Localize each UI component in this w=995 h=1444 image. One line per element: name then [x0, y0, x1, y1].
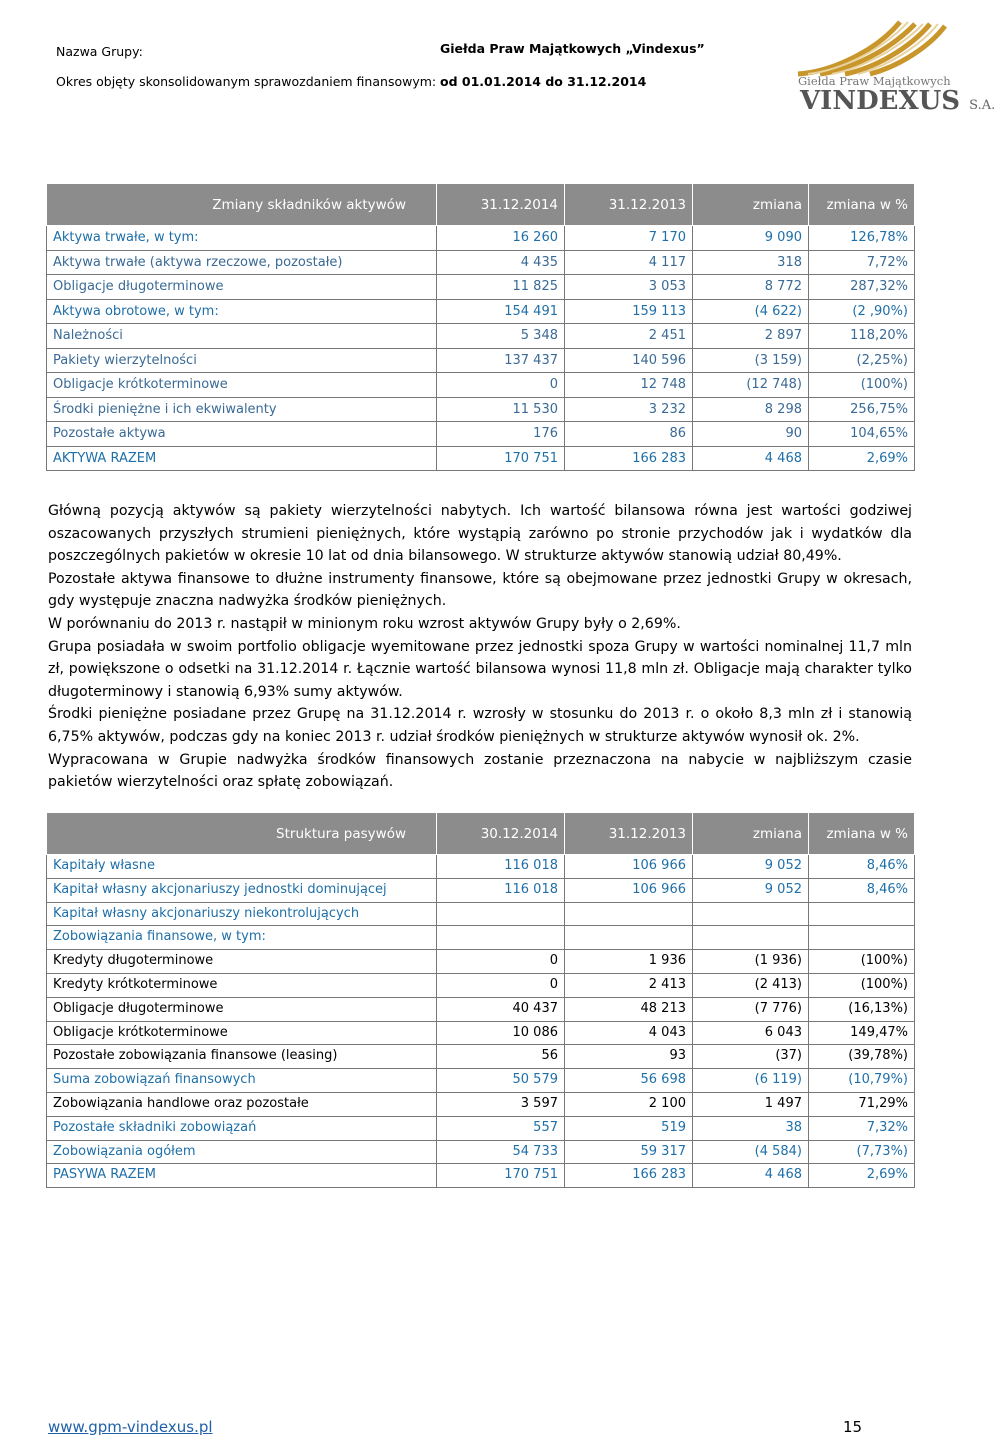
- cell-value: (37): [693, 1045, 809, 1069]
- cell-value: 4 117: [565, 250, 693, 275]
- cell-value: 11 825: [437, 275, 565, 300]
- row-label: Suma zobowiązań finansowych: [47, 1069, 437, 1093]
- row-label: PASYWA RAZEM: [47, 1164, 437, 1188]
- cell-value: (16,13%): [809, 997, 915, 1021]
- column-header: 31.12.2013: [565, 813, 693, 855]
- table-row: [47, 878, 915, 902]
- cell-value: [565, 926, 693, 950]
- cell-value: (4 584): [693, 1140, 809, 1164]
- logo-tagline: Giełda Praw Majątkowych: [798, 74, 951, 88]
- table-row: [47, 1140, 915, 1164]
- cell-value: (6 119): [693, 1069, 809, 1093]
- cell-value: 318: [693, 250, 809, 275]
- table-row: [47, 1045, 915, 1069]
- cell-value: 48 213: [565, 997, 693, 1021]
- cell-value: 7,72%: [809, 250, 915, 275]
- cell-value: 137 437: [437, 348, 565, 373]
- cell-value: 519: [565, 1116, 693, 1140]
- cell-value: 118,20%: [809, 324, 915, 349]
- cell-value: (100%): [809, 950, 915, 974]
- paragraph: Główną pozycją aktywów są pakiety wierzytelności nabytych. Ich wartość bilansowa równa jest wartości godziwej oszacowanych przyszłych strumieni pieniężnych, które wystąpią zarówno po stronie przychodów jak i wydatków dla poszczególnych pakietów w okresie 10 lat od dnia bilansowego. W strukturze aktywów stanowią udział 80,49%.: [48, 503, 912, 565]
- cell-value: 140 596: [565, 348, 693, 373]
- cell-value: 4 468: [693, 446, 809, 471]
- cell-value: [693, 926, 809, 950]
- table-row: [47, 299, 915, 324]
- row-label: AKTYWA RAZEM: [47, 446, 437, 471]
- cell-value: 8 772: [693, 275, 809, 300]
- table-row: [47, 950, 915, 974]
- cell-value: 16 260: [437, 226, 565, 251]
- row-label: Obligacje krótkoterminowe: [47, 373, 437, 398]
- cell-value: 3 232: [565, 397, 693, 422]
- paragraph: Wypracowana w Grupie nadwyżka środków finansowych zostanie przeznaczona na nabycie w najbliższym czasie pakietów wierzytelności oraz spłatę zobowiązań.: [48, 751, 912, 791]
- cell-value: 166 283: [565, 446, 693, 471]
- cell-value: 3 053: [565, 275, 693, 300]
- row-label: Pozostałe składniki zobowiązań: [47, 1116, 437, 1140]
- cell-value: 557: [437, 1116, 565, 1140]
- cell-value: (100%): [809, 373, 915, 398]
- cell-value: 38: [693, 1116, 809, 1140]
- cell-value: 6 043: [693, 1021, 809, 1045]
- column-header: zmiana w %: [809, 184, 915, 226]
- row-label: Zobowiązania finansowe, w tym:: [47, 926, 437, 950]
- row-label: Obligacje długoterminowe: [47, 997, 437, 1021]
- cell-value: (100%): [809, 973, 915, 997]
- paragraph: Środki pieniężne posiadane przez Grupę na 31.12.2014 r. wzrosły w stosunku do 2013 r. o około 8,3 mln zł i stanowią 6,75% aktywów, podczas gdy na koniec 2013 r. udział środków pieniężnych w strukturze aktywów wynosił ok. 2%.: [48, 706, 912, 745]
- cell-value: 8,46%: [809, 855, 915, 879]
- row-label: Pakiety wierzytelności: [47, 348, 437, 373]
- cell-value: 170 751: [437, 1164, 565, 1188]
- table-row: [47, 1021, 915, 1045]
- group-name: Giełda Praw Majątkowych „Vindexus”: [440, 41, 705, 56]
- column-header: zmiana: [693, 813, 809, 855]
- cell-value: [437, 926, 565, 950]
- cell-value: 159 113: [565, 299, 693, 324]
- cell-value: 2,69%: [809, 446, 915, 471]
- table-header-row: [47, 184, 915, 226]
- cell-value: 106 966: [565, 855, 693, 879]
- cell-value: [437, 902, 565, 926]
- logo-wordmark: VINDEXUS S.A.: [800, 86, 995, 116]
- cell-value: 9 090: [693, 226, 809, 251]
- cell-value: 59 317: [565, 1140, 693, 1164]
- table-row: [47, 250, 915, 275]
- cell-value: 56: [437, 1045, 565, 1069]
- table-row: [47, 422, 915, 447]
- row-label: Zobowiązania handlowe oraz pozostałe: [47, 1092, 437, 1116]
- table-row: [47, 902, 915, 926]
- cell-value: (1 936): [693, 950, 809, 974]
- company-logo: [790, 12, 995, 116]
- assets-commentary: [48, 500, 912, 794]
- cell-value: 2 413: [565, 973, 693, 997]
- cell-value: (3 159): [693, 348, 809, 373]
- cell-value: [809, 902, 915, 926]
- row-label: Zobowiązania ogółem: [47, 1140, 437, 1164]
- row-label: Kapitały własne: [47, 855, 437, 879]
- cell-value: 2,69%: [809, 1164, 915, 1188]
- cell-value: 9 052: [693, 878, 809, 902]
- row-label: Środki pieniężne i ich ekwiwalenty: [47, 397, 437, 422]
- cell-value: 4 435: [437, 250, 565, 275]
- cell-value: 71,29%: [809, 1092, 915, 1116]
- paragraph: W porównaniu do 2013 r. nastąpił w minionym roku wzrost aktywów Grupy były o 2,69%.: [48, 615, 681, 632]
- cell-value: 0: [437, 973, 565, 997]
- cell-value: 3 597: [437, 1092, 565, 1116]
- table-row: [47, 446, 915, 471]
- cell-value: 0: [437, 950, 565, 974]
- cell-value: 93: [565, 1045, 693, 1069]
- cell-value: 12 748: [565, 373, 693, 398]
- cell-value: 2 897: [693, 324, 809, 349]
- cell-value: 166 283: [565, 1164, 693, 1188]
- cell-value: 0: [437, 373, 565, 398]
- cell-value: 2 451: [565, 324, 693, 349]
- cell-value: 256,75%: [809, 397, 915, 422]
- cell-value: 54 733: [437, 1140, 565, 1164]
- cell-value: 7,32%: [809, 1116, 915, 1140]
- period-value: od 01.01.2014 do 31.12.2014: [440, 74, 647, 89]
- table-row: [47, 997, 915, 1021]
- group-label: Nazwa Grupy:: [56, 44, 143, 59]
- cell-value: 5 348: [437, 324, 565, 349]
- cell-value: 11 530: [437, 397, 565, 422]
- cell-value: 90: [693, 422, 809, 447]
- cell-value: 170 751: [437, 446, 565, 471]
- paragraph: Grupa posiadała w swoim portfolio obligacje wyemitowane przez jednostki spoza Grupy w wartości nominalnej 11,7 mln zł, powiększone o odsetki na 31.12.2014 r. Łącznie wartość bilansowa wynosi 11,8 mln zł. Obligacje mają charakter tylko długoterminowy i stanowią 6,93% sumy aktywów.: [48, 638, 912, 700]
- cell-value: 86: [565, 422, 693, 447]
- row-label: Pozostałe zobowiązania finansowe (leasing): [47, 1045, 437, 1069]
- column-header: Struktura pasywów: [47, 813, 437, 855]
- cell-value: 104,65%: [809, 422, 915, 447]
- column-header: 30.12.2014: [437, 813, 565, 855]
- cell-value: (2,25%): [809, 348, 915, 373]
- cell-value: 10 086: [437, 1021, 565, 1045]
- cell-value: [809, 926, 915, 950]
- paragraph: Pozostałe aktywa finansowe to dłużne instrumenty finansowe, które są obejmowane przez jednostki Grupy w okresach, gdy występuje znaczna nadwyżka środków pieniężnych.: [48, 570, 912, 610]
- table-row: [47, 1164, 915, 1188]
- table-row: [47, 397, 915, 422]
- row-label: Pozostałe aktywa: [47, 422, 437, 447]
- cell-value: (4 622): [693, 299, 809, 324]
- row-label: Aktywa trwałe (aktywa rzeczowe, pozostałe): [47, 250, 437, 275]
- cell-value: 1 936: [565, 950, 693, 974]
- table-row: [47, 973, 915, 997]
- row-label: Kredyty krótkoterminowe: [47, 973, 437, 997]
- website-link[interactable]: www.gpm-vindexus.pl: [48, 1418, 213, 1436]
- column-header: zmiana: [693, 184, 809, 226]
- table-row: [47, 348, 915, 373]
- row-label: Kapitał własny akcjonariuszy jednostki dominującej: [47, 878, 437, 902]
- liabilities-structure-table: [46, 812, 915, 1188]
- table-row: [47, 1116, 915, 1140]
- cell-value: (2 ,90%): [809, 299, 915, 324]
- cell-value: 106 966: [565, 878, 693, 902]
- cell-value: [693, 902, 809, 926]
- cell-value: 154 491: [437, 299, 565, 324]
- cell-value: 4 043: [565, 1021, 693, 1045]
- column-header: Zmiany składników aktywów: [47, 184, 437, 226]
- cell-value: 8 298: [693, 397, 809, 422]
- table-row: [47, 373, 915, 398]
- cell-value: 8,46%: [809, 878, 915, 902]
- cell-value: (7,73%): [809, 1140, 915, 1164]
- cell-value: (2 413): [693, 973, 809, 997]
- table-row: [47, 1092, 915, 1116]
- column-header: 31.12.2014: [437, 184, 565, 226]
- row-label: Obligacje długoterminowe: [47, 275, 437, 300]
- row-label: Należności: [47, 324, 437, 349]
- cell-value: 176: [437, 422, 565, 447]
- cell-value: 56 698: [565, 1069, 693, 1093]
- row-label: Aktywa trwałe, w tym:: [47, 226, 437, 251]
- page-number: 15: [843, 1418, 863, 1436]
- row-label: Kredyty długoterminowe: [47, 950, 437, 974]
- cell-value: (10,79%): [809, 1069, 915, 1093]
- cell-value: (12 748): [693, 373, 809, 398]
- row-label: Kapitał własny akcjonariuszy niekontrolujących: [47, 902, 437, 926]
- cell-value: (7 776): [693, 997, 809, 1021]
- cell-value: 116 018: [437, 878, 565, 902]
- cell-value: [565, 902, 693, 926]
- assets-changes-table: [46, 183, 915, 471]
- table-row: [47, 926, 915, 950]
- table-row: [47, 275, 915, 300]
- table-row: [47, 855, 915, 879]
- row-label: Aktywa obrotowe, w tym:: [47, 299, 437, 324]
- table-row: [47, 226, 915, 251]
- row-label: Obligacje krótkoterminowe: [47, 1021, 437, 1045]
- column-header: zmiana w %: [809, 813, 915, 855]
- cell-value: 9 052: [693, 855, 809, 879]
- cell-value: 149,47%: [809, 1021, 915, 1045]
- table-row: [47, 1069, 915, 1093]
- cell-value: 40 437: [437, 997, 565, 1021]
- cell-value: 7 170: [565, 226, 693, 251]
- cell-value: 2 100: [565, 1092, 693, 1116]
- cell-value: 126,78%: [809, 226, 915, 251]
- cell-value: 1 497: [693, 1092, 809, 1116]
- cell-value: (39,78%): [809, 1045, 915, 1069]
- cell-value: 4 468: [693, 1164, 809, 1188]
- table-row: [47, 324, 915, 349]
- column-header: 31.12.2013: [565, 184, 693, 226]
- table-header-row: [47, 813, 915, 855]
- period-label: Okres objęty skonsolidowanym sprawozdaniem finansowym:: [56, 74, 437, 89]
- logo-mark-icon: [790, 12, 955, 77]
- cell-value: 50 579: [437, 1069, 565, 1093]
- cell-value: 116 018: [437, 855, 565, 879]
- cell-value: 287,32%: [809, 275, 915, 300]
